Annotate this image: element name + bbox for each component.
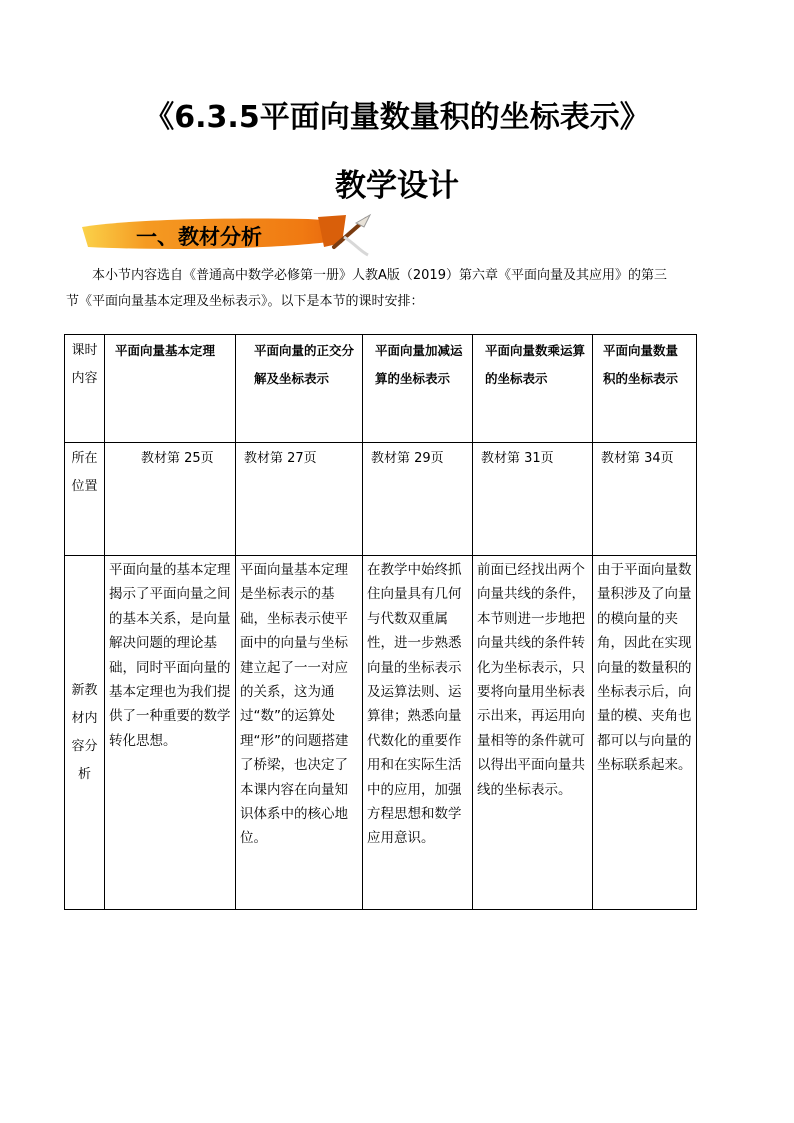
table-row-location xyxy=(65,443,697,556)
location-cell: 教材第 34页 xyxy=(593,443,697,556)
header-cell: 平面向量数量积的坐标表示 xyxy=(593,335,697,443)
location-cell: 教材第 25页 xyxy=(105,443,236,556)
analysis-cell: 在教学中始终抓住向量具有几何与代数双重属性，进一步熟悉向量的坐标表示及运算法则、运算律；熟悉向量代数化的重要作用和在实际生活中的应用，加强方程思想和数学应用意识。 xyxy=(363,556,473,910)
header-cell: 平面向量数乘运算的坐标表示 xyxy=(473,335,593,443)
section-heading: 一、教材分析 xyxy=(136,225,262,249)
header-cell: 平面向量基本定理 xyxy=(105,335,236,443)
row-label-analysis: 新教材内容分析 xyxy=(65,556,105,910)
row-label-location: 所在位置 xyxy=(65,443,105,556)
row-label-content: 课时内容 xyxy=(65,335,105,443)
location-cell: 教材第 31页 xyxy=(473,443,593,556)
document-subtitle: 教学设计 xyxy=(335,168,459,204)
table-row-analysis xyxy=(65,556,697,910)
intro-paragraph-line-2: 节《平面向量基本定理及坐标表示》。以下是本节的课时安排： xyxy=(66,294,424,309)
lesson-schedule-table xyxy=(64,334,697,910)
analysis-cell: 平面向量的基本定理揭示了平面向量之间的基本关系，是向量解决问题的理论基础，同时平面向量的基本定理也为我们提供了一种重要的数学转化思想。 xyxy=(105,556,236,910)
location-cell: 教材第 29页 xyxy=(363,443,473,556)
analysis-cell: 平面向量基本定理是坐标表示的基础，坐标表示使平面中的向量与坐标建立起了一一对应的关系，这为通过“数”的运算处理“形”的问题搭建了桥梁，也决定了本课内容在向量知识体系中的核心地位。 xyxy=(236,556,363,910)
location-cell: 教材第 27页 xyxy=(236,443,363,556)
section-banner xyxy=(78,213,378,259)
table-row-content xyxy=(65,335,697,443)
header-cell: 平面向量的正交分解及坐标表示 xyxy=(236,335,363,443)
header-cell: 平面向量加减运算的坐标表示 xyxy=(363,335,473,443)
analysis-cell: 由于平面向量数量积涉及了向量的模向量的夹角，因此在实现向量的数量积的坐标表示后，向量的模、夹角也都可以与向量的坐标联系起来。 xyxy=(593,556,697,910)
document-title: 《6.3.5平面向量数量积的坐标表示》 xyxy=(144,100,650,135)
intro-paragraph-line-1: 本小节内容选自《普通高中数学必修第一册》人教A版（2019）第六章《平面向量及其应用》的第三 xyxy=(92,268,667,283)
analysis-cell: 前面已经找出两个向量共线的条件，本节则进一步地把向量共线的条件转化为坐标表示，只要将向量用坐标表示出来，再运用向量相等的条件就可以得出平面向量共线的坐标表示。 xyxy=(473,556,593,910)
